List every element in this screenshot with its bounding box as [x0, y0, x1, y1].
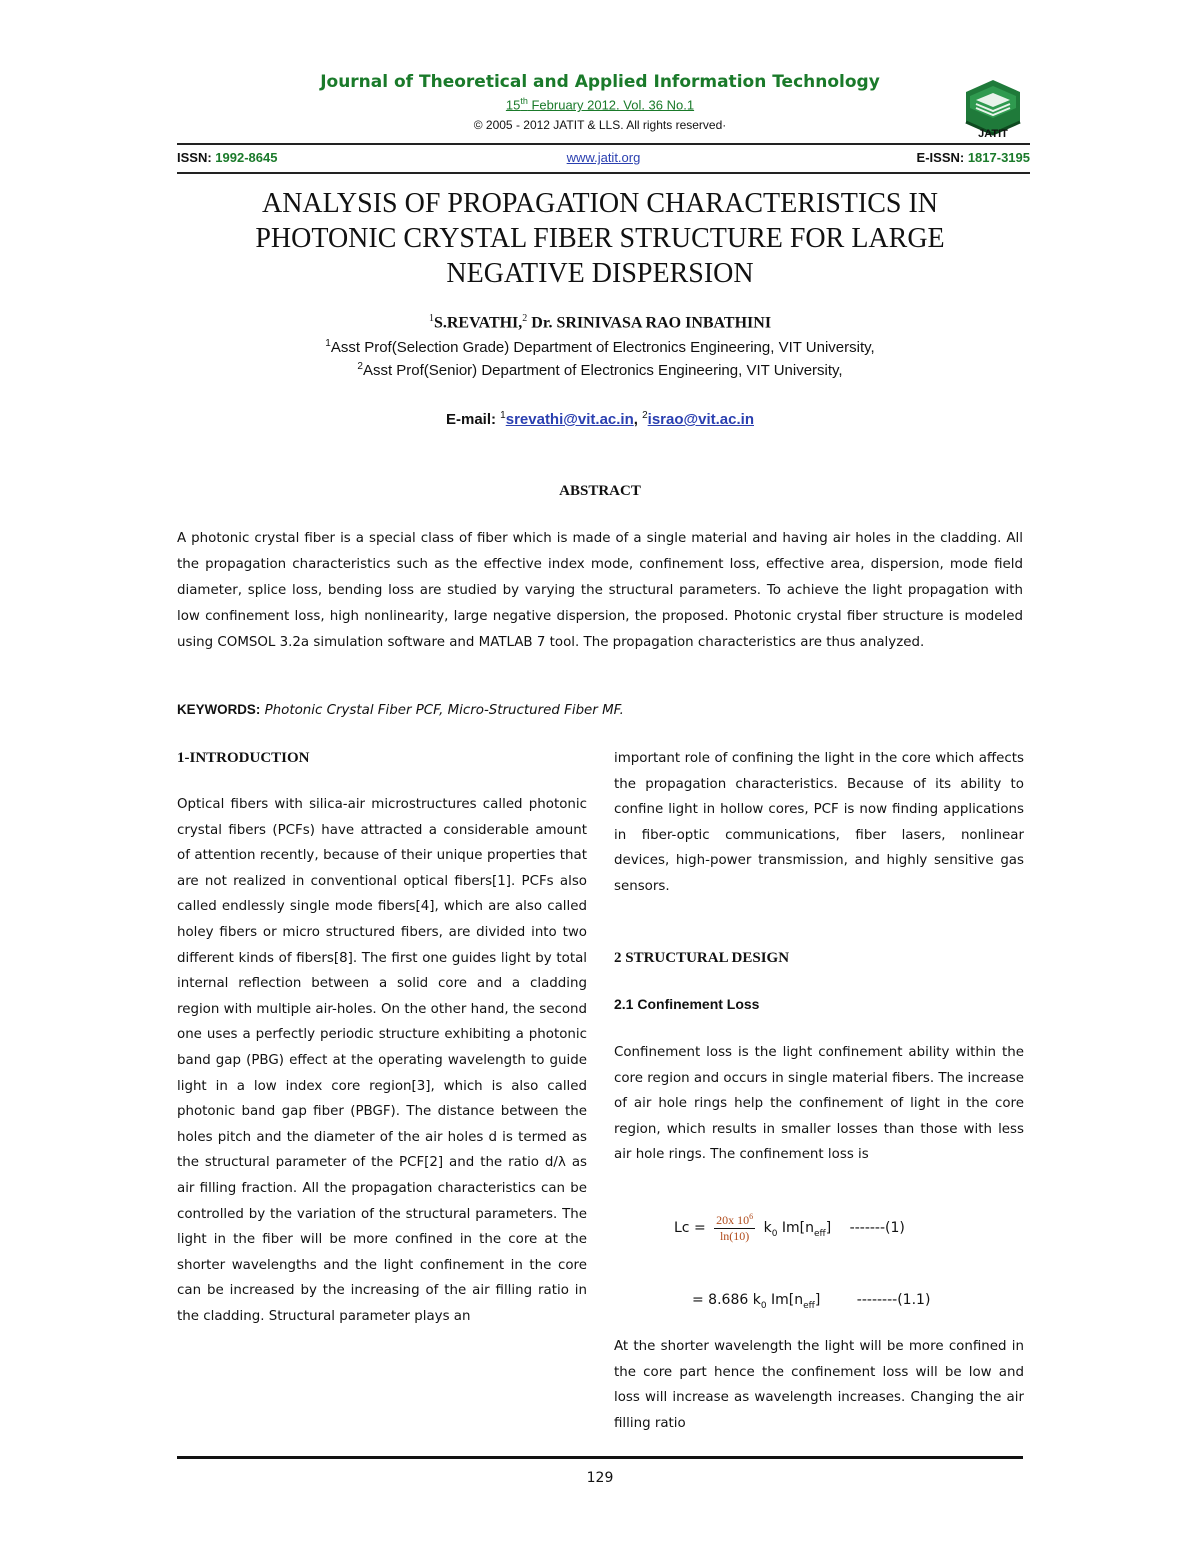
keywords-text: Photonic Crystal Fiber PCF, Micro-Structured Fiber MF. — [260, 703, 624, 718]
abstract-heading: ABSTRACT — [559, 483, 641, 499]
author-name: S.REVATHI, — [433, 314, 523, 332]
website-link[interactable]: www.jatit.org — [566, 150, 641, 165]
issn-value: 1992-8645 — [215, 150, 278, 165]
equation-close: ] — [814, 1292, 821, 1308]
equation-im-sub: eff — [803, 1300, 815, 1311]
intro-continuation: important role of confining the light in the core which affects the propagation characteristics. Because of its ability to confine light in hollow cores, PCF is now finding applications in fiber-optic communications, fiber lasers, nonlinear devices, high-power transmission, and highly sensitive gas sensors. — [614, 751, 1024, 894]
issue-day: 15 — [505, 97, 521, 113]
affiliation-text: Asst Prof(Senior) Department of Electronics Engineering, VIT University, — [362, 362, 843, 379]
equation-1-1 — [692, 1292, 930, 1311]
paper-title — [160, 186, 1040, 291]
copyright-line: © 2005 - 2012 JATIT & LLS. All rights reserved· — [473, 118, 727, 132]
email-link[interactable]: israo@vit.ac.in — [647, 411, 754, 428]
website — [177, 150, 1030, 165]
affiliation-mark: 2 — [357, 361, 363, 372]
equation-k: k — [763, 1220, 772, 1236]
header-rule-bottom — [177, 172, 1030, 174]
issue-rest: February 2012. Vol. 36 No.1 — [527, 97, 695, 113]
eissn — [917, 150, 1030, 165]
abstract-body: A photonic crystal fiber is a special class of fiber which is made of a single material and having air holes in the cladding. All the propagation characteristics such as the effective index mode, confinement loss, effective area, dispersion, mode field diameter, splice loss, bending loss are studied by varying the structural parameters. To achieve the light propagation with low confinement loss, high nonlinearity, large negative dispersion, the proposed. Photonic crystal fiber structure is modeled using COMSOL 3.2a simulation software and MATLAB 7 tool. The propagation characteristics are thus analyzed. — [177, 531, 1023, 650]
affiliation — [150, 338, 1050, 356]
equation-k-sub: 0 — [760, 1300, 767, 1311]
affiliation — [150, 361, 1050, 379]
email-mark: 2 — [642, 410, 648, 421]
affiliation-text: Asst Prof(Selection Grade) Department of Electronics Engineering, VIT University, — [330, 339, 875, 356]
affiliation-mark: 1 — [325, 338, 331, 349]
eissn-value: 1817-3195 — [967, 150, 1030, 165]
issue-suffix: th — [520, 96, 528, 106]
title-line: ANALYSIS OF PROPAGATION CHARACTERISTICS IN — [261, 188, 939, 219]
issue-line — [200, 96, 1000, 112]
equation-1 — [674, 1212, 905, 1244]
author-mark: 1 — [428, 313, 434, 324]
fraction-numerator: 20x $10^6$ — [716, 1212, 754, 1227]
authors — [200, 313, 1000, 332]
equation-tag: --------(1.1) — [856, 1292, 931, 1308]
keywords-label: KEYWORDS: — [177, 702, 261, 717]
equation-lhs: = 8.686 k — [692, 1292, 761, 1308]
email-label: E-mail: — [445, 411, 501, 428]
title-line: PHOTONIC CRYSTAL FIBER STRUCTURE FOR LARGE — [255, 223, 945, 254]
page-number: 129 — [586, 1470, 614, 1486]
issn-row — [177, 150, 1030, 170]
equation-fraction — [714, 1212, 755, 1244]
after-equation-body: At the shorter wavelength the light will be more confined in the core part hence the confinement loss will be low and loss will increase as wavelength increases. Changing the air filling ratio — [614, 1339, 1024, 1431]
issn-label: ISSN: — [177, 150, 216, 165]
header-rule-top — [177, 143, 1030, 145]
author-mark: 2 — [522, 313, 528, 324]
footer-rule — [177, 1456, 1023, 1459]
equation-tag: -------(1) — [849, 1220, 905, 1236]
author-name: Dr. SRINIVASA RAO INBATHINI — [527, 314, 772, 332]
section-heading: 1-INTRODUCTION — [177, 750, 310, 766]
journal-title: Journal of Theoretical and Applied Information Technology — [320, 72, 880, 92]
equation-im: Im[n — [766, 1292, 804, 1308]
logo-label: JATIT — [978, 128, 1008, 140]
confinement-body: Confinement loss is the light confinement ability within the core region and occurs in single material fibers. The increase of air hole rings help the confinement of light in the core region, which results in smaller losses than those with less air hole rings. The confinement loss is — [614, 1045, 1024, 1163]
intro-body: Optical fibers with silica-air microstructures called photonic crystal fibers (PCFs) have attracted a considerable amount of attention recently, because of their unique properties that are not realized in conventional optical fibers[1]. PCFs also called endlessly single mode fibers[4], which are also called holey fibers or micro structured fibers, are divided into two different kinds of fibers[8]. The first one guides light by total internal reflection between a solid core and a cladding region with multiple air-holes. On the other hand, the second one uses a perfectly periodic structure exhibiting a photonic band gap (PBG) effect at the operating wavelength to guide light in a low index core region[3], which is also called photonic band gap fiber (PBGF). The distance between the holes pitch and the diameter of the air holes d is termed as the structural parameter of the PCF[2] and the ratio d/λ as air filling fraction. All the propagation characteristics can be controlled by the variation of the structural parameters. The light in the fiber will be more confined in the core at the shorter wavelengths and the light confinement in the core can be increased by the increasing of the air filling ratio in the cladding. Structural parameter plays an — [177, 797, 587, 1324]
equation-im-sub: eff — [814, 1228, 826, 1239]
email-link[interactable]: srevathi@vit.ac.in — [505, 411, 634, 428]
email-mark: 1 — [500, 410, 506, 421]
title-line: NEGATIVE DISPERSION — [446, 258, 754, 289]
equation-lhs: Lc = — [674, 1220, 706, 1236]
fraction-denominator: ln(10) — [719, 1229, 750, 1243]
email-line — [200, 410, 1000, 428]
keywords — [177, 702, 1023, 718]
section-heading: 2 STRUCTURAL DESIGN — [614, 950, 790, 966]
eissn-label: E-ISSN: — [916, 150, 968, 165]
equation-close: ] — [825, 1220, 832, 1236]
equation-k-sub: 0 — [771, 1228, 778, 1239]
subsection-heading: 2.1 Confinement Loss — [614, 996, 760, 1012]
email-separator: , — [633, 411, 643, 428]
equation-im: Im[n — [777, 1220, 814, 1236]
